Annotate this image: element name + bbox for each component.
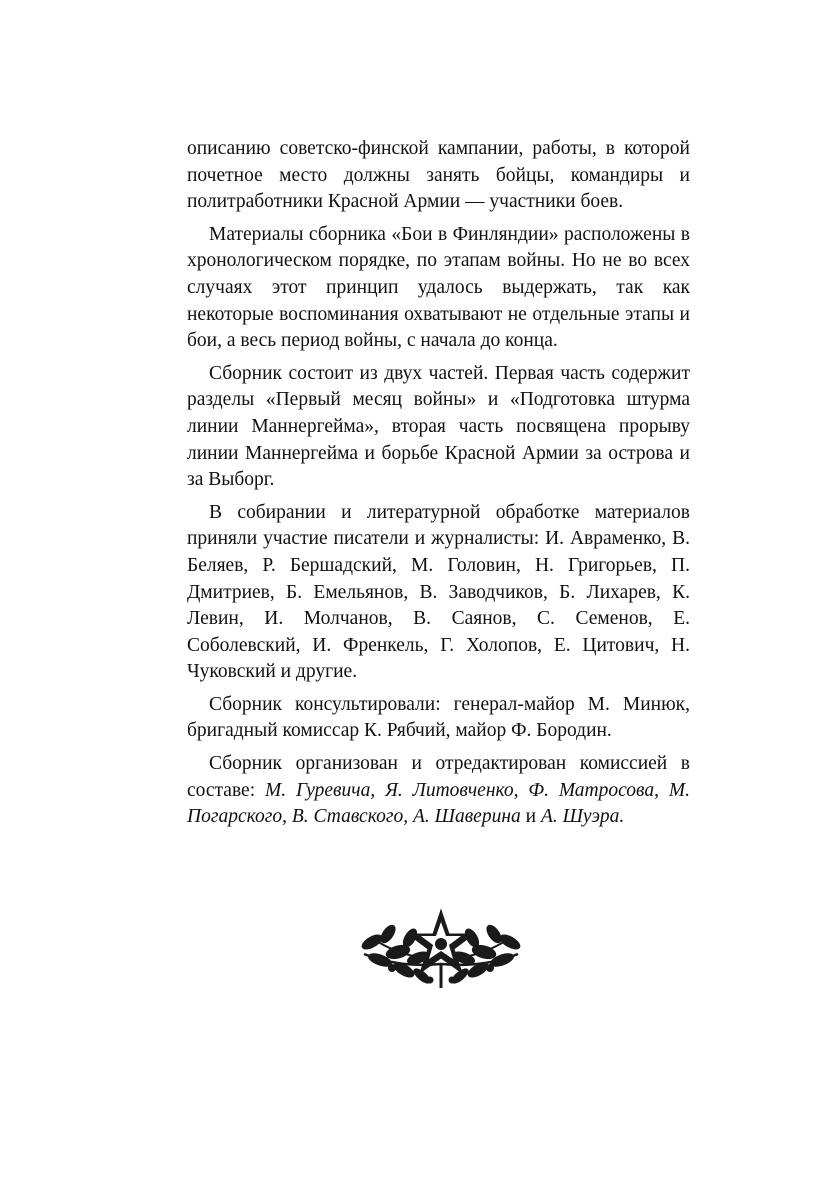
paragraph-materials-order: Материалы сборника «Бои в Финляндии» расположены в хронологическом порядке, по этапам войны. Но не во всех случаях этот принцип удалось выдержать, так как некоторые воспоминания охватывают не отдельные этапы и бои, а весь период войны, с начала до конца. (187, 223, 690, 352)
commission-names: М. Гуревича, Я. Литовченко, Ф. Матросова, М. Погарского, В. Ставского, А. Шаверина (187, 779, 690, 828)
laurel-star-ornament-icon (358, 908, 524, 990)
paragraph-consultants: Сборник консультировали: генерал-майор М. Минюк, бригадный комиссар К. Рябчий, майор Ф. Бородин. (187, 693, 690, 742)
paragraph-commission (187, 751, 690, 831)
paragraph-collection-parts: Сборник состоит из двух частей. Первая часть содержит разделы «Первый месяц войны» и «Подготовка штурма линии Маннергейма», вторая часть посвящена прорыву линии Маннергейма и борьбе Красной Армии за острова и за Выборг. (187, 362, 690, 491)
body-text (187, 136, 690, 837)
commission-last-name: А. Шуэра. (540, 806, 625, 828)
commission-lead: Сборник организован и отредактирован комиссией в составе: (187, 753, 690, 801)
paragraph-contributors: В собирании и литературной обработке материалов приняли участие писатели и журналисты: И. Авраменко, В. Беляев, Р. Бершадский, М. Головин, Н. Григорьев, П. Дмитриев, Б. Емельянов, В. Заводчиков, Б. Лихарев, К. Левин, И. Молчанов, В. Саянов, С. Семенов, Е. Соболевский, И. Френкель, Г. Холопов, Е. Цитович, Н. Чуковский и другие. (187, 501, 690, 683)
commission-conjunction: и (520, 806, 541, 828)
paragraph-continuation: описанию советско-финской кампании, работы, в которой почетное место должны занять бойцы, командиры и политработники Красной Армии — участники боев. (187, 138, 690, 213)
